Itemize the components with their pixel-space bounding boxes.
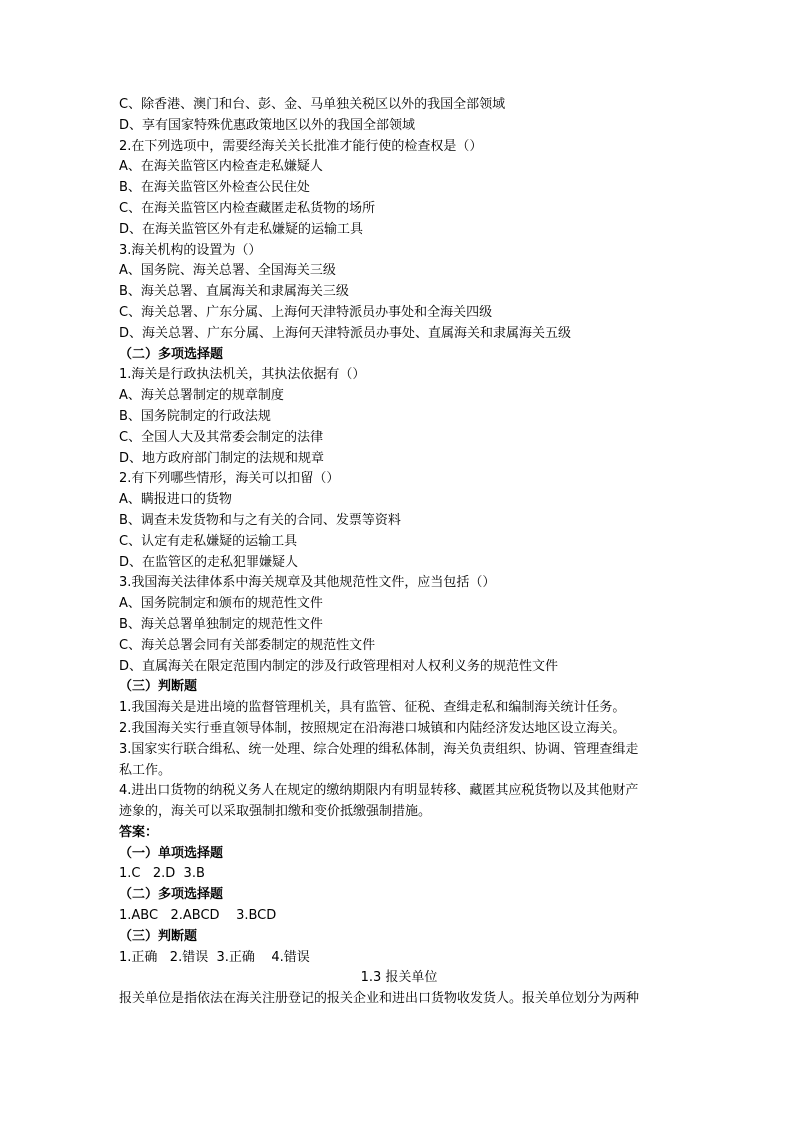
mq3-option-c: C、海关总署会同有关部委制定的规范性文件	[119, 637, 376, 653]
q2-option-d: D、在海关监管区外有走私嫌疑的运输工具	[119, 221, 364, 237]
mq1-stem: 1.海关是行政执法机关，其执法依据有（）	[119, 367, 366, 383]
answers-judge: 1.正确 2.错误 3.正确 4.错误	[119, 949, 310, 965]
answers-multi-heading: （二）多项选择题	[119, 887, 224, 903]
mq2-option-a: A、瞒报进口的货物	[119, 492, 232, 508]
q3-stem: 3.海关机构的设置为（）	[119, 242, 262, 258]
judge-heading: （三）判断题	[119, 679, 198, 695]
mq1-option-c: C、全国人大及其常委会制定的法律	[119, 429, 324, 445]
answers-judge-heading: （三）判断题	[119, 928, 198, 944]
judge-statement-4-line-1: 4.进出口货物的纳税义务人在规定的缴纳期限内有明显转移、藏匿其应税货物以及其他财产	[119, 783, 639, 799]
mq1-option-b: B、国务院制定的行政法规	[119, 408, 271, 424]
mq1-option-d: D、地方政府部门制定的法规和规章	[119, 450, 325, 466]
mq3-option-b: B、海关总署单独制定的规范性文件	[119, 616, 323, 632]
q3-option-d: D、海关总署、广东分属、上海何天津特派员办事处、直属海关和隶属海关五级	[119, 325, 572, 341]
q1-option-d: D、享有国家特殊优惠政策地区以外的我国全部领域	[119, 117, 416, 133]
judge-statement-3-line-1: 3.国家实行联合缉私、统一处理、综合处理的缉私体制，海关负责组织、协调、管理查缉走	[119, 741, 639, 757]
q2-option-c: C、在海关监管区内检查藏匿走私货物的场所	[119, 200, 376, 216]
q3-option-c: C、海关总署、广东分属、上海何天津特派员办事处和全海关四级	[119, 304, 493, 320]
mq2-option-b: B、调查未发货物和与之有关的合同、发票等资料	[119, 512, 401, 528]
mq2-option-c: C、认定有走私嫌疑的运输工具	[119, 533, 298, 549]
mq3-option-a: A、国务院制定和颁布的规范性文件	[119, 596, 323, 612]
q2-option-a: A、在海关监管区内检查走私嫌疑人	[119, 159, 323, 175]
mq2-option-d: D、在监管区的走私犯罪嫌疑人	[119, 554, 299, 570]
answers-single: 1.C 2.D 3.B	[119, 866, 205, 882]
multi-choice-heading: （二）多项选择题	[119, 346, 224, 362]
judge-statement-4-line-2: 迹象的，海关可以采取强制扣缴和变价抵缴强制措施。	[119, 804, 432, 820]
answers-multi: 1.ABC 2.ABCD 3.BCD	[119, 908, 277, 924]
judge-statement-3-line-2: 私工作。	[119, 762, 172, 778]
section-title: 1.3 报关单位	[360, 970, 438, 986]
q3-option-b: B、海关总署、直属海关和隶属海关三级	[119, 284, 349, 300]
judge-statement-1: 1.我国海关是进出境的监督管理机关，具有监管、征税、查缉走私和编制海关统计任务。	[119, 700, 626, 716]
q3-option-a: A、国务院、海关总署、全国海关三级	[119, 263, 336, 279]
section-intro: 报关单位是指依法在海关注册登记的报关企业和进出口货物收发货人。报关单位划分为两种	[119, 991, 640, 1007]
mq1-option-a: A、海关总署制定的规章制度	[119, 388, 284, 404]
mq2-stem: 2.有下列哪些情形，海关可以扣留（）	[119, 471, 340, 487]
mq3-stem: 3.我国海关法律体系中海关规章及其他规范性文件，应当包括（）	[119, 575, 496, 591]
q2-option-b: B、在海关监管区外检查公民住处	[119, 180, 310, 196]
answers-single-heading: （一）单项选择题	[119, 845, 224, 861]
q1-option-c: C、除香港、澳门和台、彭、金、马单独关税区以外的我国全部领域	[119, 97, 506, 112]
mq3-option-d: D、直属海关在限定范围内制定的涉及行政管理相对人权利义务的规范性文件	[119, 658, 559, 674]
q2-stem: 2.在下列选项中，需要经海关关长批准才能行使的检查权是（）	[119, 138, 483, 154]
judge-statement-2: 2.我国海关实行垂直领导体制，按照规定在沿海港口城镇和内陆经济发达地区设立海关。	[119, 720, 626, 736]
answers-title: 答案：	[119, 824, 159, 840]
document-page	[119, 95, 679, 1010]
